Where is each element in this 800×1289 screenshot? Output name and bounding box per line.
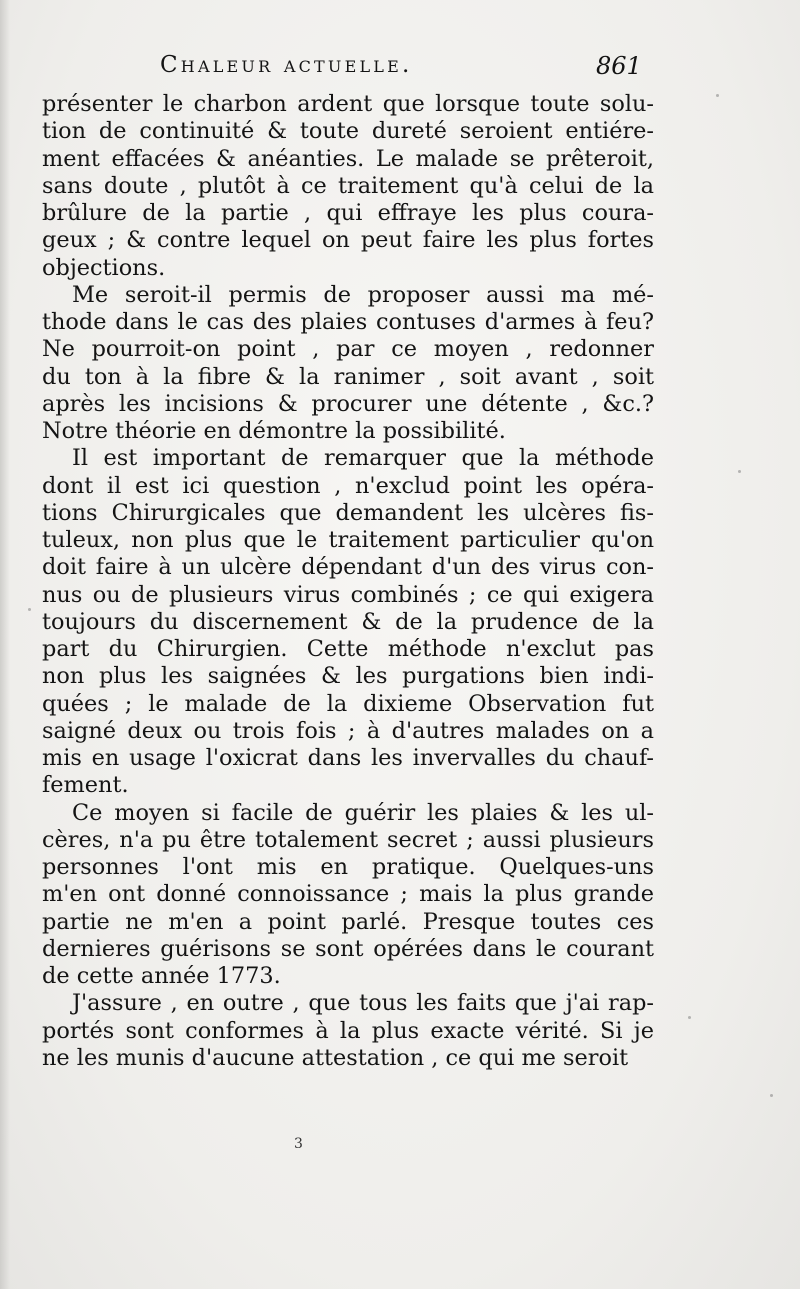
text-line: portés sont conformes à la plus exacte vérité. Si je [42, 1017, 654, 1044]
text-line: tion de continuité & toute dureté seroient entiére- [42, 118, 654, 145]
text-line: quées ; le malade de la dixieme Observation fut [42, 690, 654, 717]
text-line: de cette année 1773. [42, 963, 281, 989]
text-line: ne les munis d'aucune attestation , ce qui me seroit [42, 1044, 629, 1071]
paper-speck [738, 470, 741, 473]
text-line: doit faire à un ulcère dépendant d'un des virus con- [42, 554, 654, 581]
text-line: après les incisions & procurer une détente , &c.? [42, 390, 654, 417]
page-header [0, 52, 800, 92]
paragraph [42, 91, 654, 282]
paragraph [42, 990, 654, 1072]
text-line: Ce moyen si facile de guérir les plaies & les ul- [72, 799, 654, 826]
text-line: J'assure , en outre , que tous les faits que j'ai rap- [72, 990, 654, 1017]
text-line: Ne pourroit-on point , par ce moyen , redonner [42, 336, 654, 363]
paper-speck [28, 608, 31, 611]
paper-speck [770, 1094, 773, 1097]
signature-mark: 3 [294, 1136, 303, 1152]
text-line: mis en usage l'oxicrat dans les invervalles du chauf- [42, 745, 654, 771]
body-text [42, 91, 654, 1072]
text-line: thode dans le cas des plaies contuses d'armes à feu? [42, 309, 654, 335]
page-gutter-shadow [0, 0, 10, 1289]
page-number: 861 [596, 52, 642, 80]
text-line: sans doute , plutôt à ce traitement qu'à celui de la [42, 172, 654, 199]
text-line: personnes l'ont mis en pratique. Quelques-uns [42, 854, 654, 880]
text-line: partie ne m'en a point parlé. Presque toutes ces [42, 908, 654, 935]
text-line: tuleux, non plus que le traitement particulier qu'on [42, 527, 654, 553]
text-line: non plus les saignées & les purgations bien indi- [42, 663, 654, 690]
text-line: geux ; & contre lequel on peut faire les plus fortes [42, 227, 654, 254]
text-line: brûlure de la partie , qui effraye les plus coura- [42, 200, 654, 226]
running-title: Chaleur actuelle. [160, 52, 413, 78]
text-line: dernieres guérisons se sont opérées dans le courant [42, 935, 654, 962]
paragraph [42, 282, 654, 446]
text-line: présenter le charbon ardent que lorsque toute solu- [42, 91, 654, 117]
text-line: saigné deux ou trois fois ; à d'autres malades on a [42, 717, 654, 744]
text-line: tions Chirurgicales que demandent les ulcères fis- [42, 499, 654, 526]
paragraph [42, 800, 654, 991]
text-line: dont il est ici question , n'exclud point les opéra- [42, 472, 654, 499]
text-line: du ton à la fibre & la ranimer , soit avant , soit [42, 363, 654, 390]
text-line: cères, n'a pu être totalement secret ; aussi plusieurs [42, 826, 654, 853]
paper-speck [716, 94, 719, 97]
text-line: objections. [42, 254, 166, 281]
paragraph [42, 445, 654, 799]
text-line: ment effacées & anéanties. Le malade se prêteroit, [42, 145, 654, 172]
text-line: Notre théorie en démontre la possibilité. [42, 418, 506, 444]
text-line: Il est important de remarquer que la méthode [72, 445, 654, 472]
text-line: m'en ont donné connoissance ; mais la plus grande [42, 881, 654, 908]
paper-speck [688, 1016, 691, 1019]
text-line: Me seroit-il permis de proposer aussi ma mé- [72, 281, 654, 308]
text-line: toujours du discernement & de la prudence de la [42, 608, 654, 635]
text-line: fement. [42, 772, 129, 799]
text-line: nus ou de plusieurs virus combinés ; ce qui exigera [42, 581, 654, 608]
text-line: part du Chirurgien. Cette méthode n'exclut pas [42, 636, 654, 662]
